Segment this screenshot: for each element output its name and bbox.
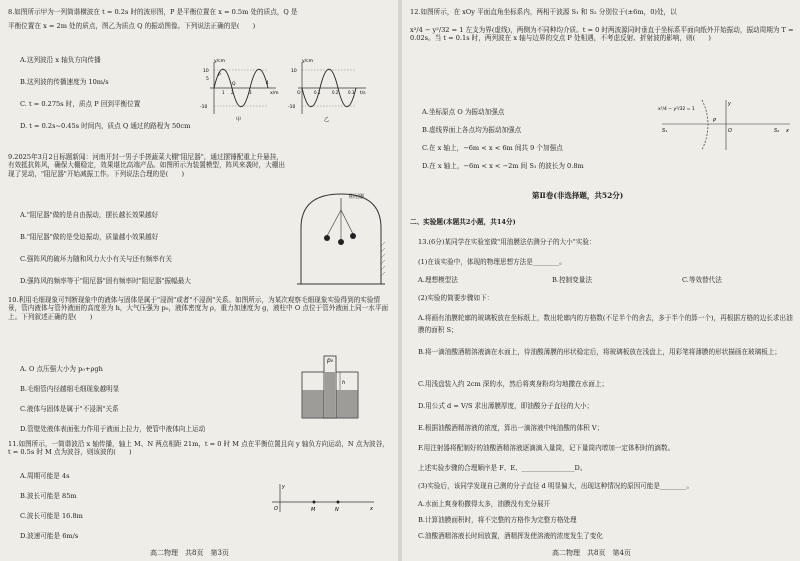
q8-yi-xtick-03: 0.3 — [348, 90, 355, 95]
q8-jia-ylabel: y/cm — [214, 59, 226, 64]
right-page — [402, 0, 800, 561]
q8-figure-jia — [200, 58, 280, 123]
q11-origin-label: O — [274, 506, 278, 512]
q8-option-b: B.这列波的传播速度为 10m/s — [20, 78, 109, 86]
q13-part3: (3)实验后，该同学发现自己测的分子直径 d 明显偏大，出现这种情况的原因可能是________。 — [418, 482, 693, 490]
q13-part2: (2)实验的简要步骤如下： — [418, 294, 494, 302]
section-title: 第Ⅱ卷(非选择题，共52分) — [532, 191, 624, 200]
q12-hyperbola-figure — [658, 98, 794, 152]
q12-option-c: C.在 x 轴上，−6m < x < 6m 间共 9 个加强点 — [422, 144, 563, 152]
q13-part1-opt-c: C.等效替代法 — [682, 276, 722, 284]
q8-option-c: C. t = 0.275s 时，质点 P 回到平衡位置 — [20, 100, 141, 108]
q13-step-e: E.根据油酸酒精溶液的浓度，算出一滴溶液中纯油酸的体积 V； — [418, 424, 604, 432]
q8-yi-xlabel: t/s — [360, 91, 366, 96]
q9-damper-label: 阻尼器 — [349, 194, 365, 200]
q12-equation: x²/4 − y²/32 = 1 — [658, 107, 695, 112]
q8-yi-ytick-neg10: -10 — [288, 105, 296, 110]
q8-yi-origin: O — [297, 91, 301, 96]
q8-stem-line1: 8.如图所示甲为一列简谐横波在 t = 0.2s 时的波形图，P 是平衡位置在 x = 0.5m 处的质点，Q 是 — [8, 8, 298, 16]
q9-stem: 9.2025年3月2日标题新闻：河南开封一男子手搓蔬菜大棚"阻尼器"，通过摆锤配重上升悬挂，有效抵抗阵风，确保大棚稳定，效果堪比高端产品。如图所示为装置模型，阵风来袭时，大棚出现了晃动，"阻尼器"开始减振工作。下列说法合理的是( ) — [8, 153, 285, 178]
q12-p-label: P — [713, 118, 717, 124]
q12-y-label: y — [728, 101, 731, 107]
q10-h-label: h — [342, 380, 346, 386]
q10-option-d: D.管壁处液体表面张力作用于液面上拉力，使管中液体向上运动 — [20, 425, 206, 433]
q8-jia-ytick-5: 5 — [206, 77, 209, 82]
q8-jia-ytick-10: 10 — [203, 69, 209, 74]
q13-part1-opt-a: A.理想模型法 — [418, 276, 458, 284]
q9-option-d: D.强阵风的频率等于"阻尼器"固有频率时"阻尼器"振幅最大 — [20, 277, 191, 285]
q8-jia-xtick-2: 2 — [231, 90, 234, 95]
q10-stem: 10.利用毛细现象可判断现象中的液体与固体是属于"浸润"或者"不浸润"关系。如图所示，为某次观察毛细现象实验得到的实验情景，管内液体与管外液面的高度差为 h，大气压强为 p₀，液体密度为 ρ，重力加速度为 g，液柱中 O 点位于管外液面上同一水平面上。下列叙述正确的是( ) — [8, 296, 389, 321]
q8-jia-ytick-neg10: -10 — [200, 105, 208, 110]
q11-axis-figure — [262, 480, 380, 516]
q10-capillary-figure — [296, 350, 368, 422]
q8-jia-xlabel: x/m — [270, 91, 279, 96]
q13-stem: 13.(6分)某同学在实验室做"用油膜法估测分子的大小"实验： — [418, 238, 596, 246]
right-footer: 高二物理 共8页 第4页 — [552, 549, 631, 557]
q8-jia-xtick-1: 1 — [222, 90, 225, 95]
q11-x-label: x — [370, 506, 373, 512]
q11-y-label: y — [282, 484, 285, 490]
q11-option-a: A.周期可能是 4s — [20, 472, 70, 480]
q8-yi-ytick-10: 10 — [291, 69, 297, 74]
q8-jia-label-q: Q — [232, 82, 236, 87]
q13-part3-opt-a: A.水面上爽身粉撒得太多，油膜没有充分展开 — [418, 500, 551, 508]
q12-o-label: O — [728, 128, 732, 134]
q13-part1: (1)在该实验中，体现的物理思想方法是________。 — [418, 258, 566, 266]
q8-stem-line2: 平衡位置在 x = 2m 处的质点，图乙为质点 Q 的振动图像。下列说法正确的是( ) — [8, 22, 256, 30]
q12-option-d: D.在 x 轴上，−6m < x < −2m 间 S₁ 的波长为 0.8m — [422, 162, 584, 170]
q11-option-d: D.波速可能是 6m/s — [20, 532, 79, 540]
q8-jia-xtick-4: 4 — [266, 80, 269, 85]
q13-part3-opt-c: C.油酸酒精溶液长时间放置，酒精挥发使溶液的浓度发生了变化 — [418, 532, 603, 540]
q12-s2-label: S₂ — [774, 128, 780, 134]
q10-option-c: C.液体与固体是属于"不浸润"关系 — [20, 405, 119, 413]
q12-s1-label: S₁ — [662, 128, 668, 134]
q10-p0-label: p₀ — [327, 357, 334, 364]
q12-stem-line1: 12.如图所示，在 xOy 平面直角坐标系内，两相干波源 S₁ 和 S₂ 分别位于(±6m，0)处，以 — [410, 8, 677, 16]
q13-order: 上述实验步骤的合理顺序是 F、E、________________D。 — [418, 464, 587, 472]
q11-option-c: C.波长可能是 16.8m — [20, 512, 83, 520]
q9-option-b: B."阻尼器"做的是受迫振动，质量越小效果越好 — [20, 233, 159, 241]
left-page — [0, 0, 398, 561]
q12-stem-line2: x²/4 − y²/32 = 1 左支为界(虚线)，两侧为不同种均介质。t = 0 时两波源同时垂直于坐标系平面向纸外开始振动，振动周期为 T = 0.02s。当 t = 0.1s 时，两列波在 x 轴与边界的交点 P 处相遇，不考虑反射、折射波的影响，则( ) — [410, 26, 794, 43]
q8-option-d: D. t = 0.2s~0.45s 时间内，质点 Q 通过的路程为 50cm — [20, 122, 191, 130]
q8-yi-xtick-01: 0.1 — [314, 90, 321, 95]
q8-yi-xtick-02: 0.2 — [332, 90, 339, 95]
left-footer: 高二物理 共8页 第3页 — [150, 549, 229, 557]
q12-option-a: A.坐标原点 O 为振动加强点 — [422, 108, 505, 116]
q11-option-b: B.波长可能是 85m — [20, 492, 77, 500]
q12-option-b: B.虚线界面上各点均为振动加强点 — [422, 126, 522, 134]
q11-m-label: M — [311, 507, 316, 513]
q8-option-a: A.这列波沿 x 轴负方向传播 — [20, 56, 101, 64]
q8-figure-yi — [288, 58, 368, 123]
q13-step-b: B.将一滴油酸酒精溶液滴在水面上，待油酸薄膜的形状稳定后，将玻璃板放在浅盘上，用彩笔将薄膜的形状描画在玻璃板上； — [418, 348, 782, 356]
q8-jia-label-p: P — [218, 73, 221, 78]
q13-step-a: A.将画有油膜轮廓的玻璃板放在坐标纸上，数出轮廓内的方格数(不足半个的舍去，多于半个的算一个)，再根据方格的边长求出油膜的面积 S； — [418, 314, 793, 334]
q13-step-f: F.用注射器将配制好的油酸酒精溶液逐滴滴入量筒，记下量筒内增加一定体积时的滴数。 — [418, 444, 675, 452]
q8-yi-caption: 乙 — [324, 117, 330, 123]
q13-part1-opt-b: B.控制变量法 — [552, 276, 592, 284]
q9-option-a: A."阻尼器"做的是自由振动，摆长越长效果越好 — [20, 211, 159, 219]
q8-yi-ylabel: y/cm — [302, 59, 314, 64]
q11-n-label: N — [335, 507, 339, 513]
q13-step-c: C.用浅盘装入约 2cm 深的水，然后将爽身粉均匀地撒在水面上； — [418, 380, 609, 388]
q8-jia-xtick-3: 3 — [249, 90, 252, 95]
q11-stem: 11.如图所示，一简谐波沿 x 轴传播，轴上 M、N 两点相距 21m，t = 0 时 M 点在平衡位置且向 y 轴负方向运动，N 点为波谷，t = 0.5s 时 M 点为波谷，则该波的( ) — [8, 440, 389, 457]
q10-option-a: A. O 点压强大小为 p₀+ρgh — [20, 365, 103, 373]
q10-option-b: B.毛细管内径越细毛细现象越明显 — [20, 385, 120, 393]
q13-step-d: D.用公式 d = V/S 求出薄膜厚度，即油酸分子直径的大小； — [418, 402, 594, 410]
q13-part3-opt-b: B.计算油膜面积时，将不完整的方格作为完整方格处理 — [418, 516, 577, 524]
section-two-heading: 二、实验题(本题共2小题，共14分) — [410, 218, 516, 226]
q9-option-c: C.强阵风的破坏力随和风力大小有关与还有频率有关 — [20, 255, 172, 263]
q9-damper-figure — [295, 188, 387, 288]
q8-jia-caption: 甲 — [236, 117, 242, 123]
q12-x-label: x — [786, 128, 789, 134]
